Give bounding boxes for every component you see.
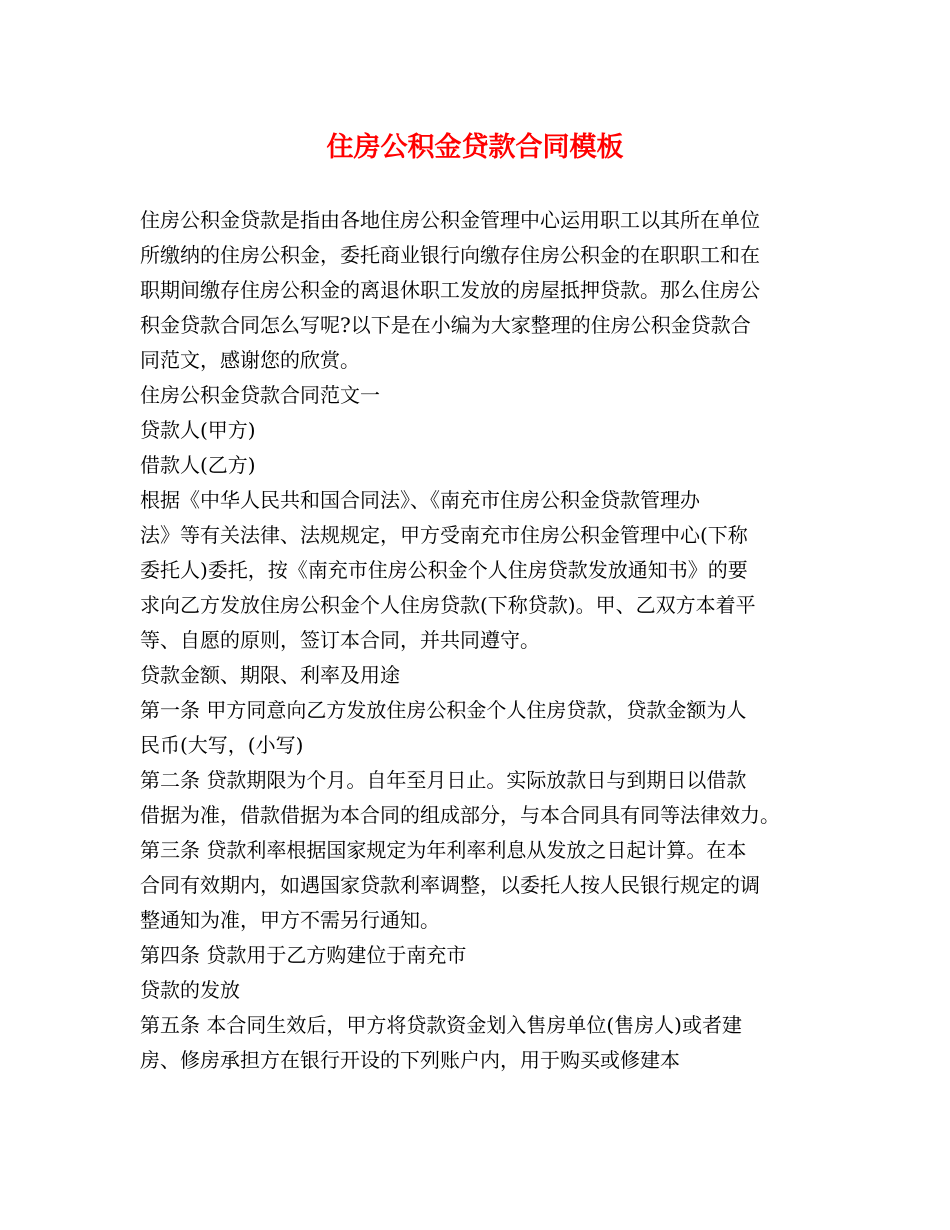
text-line: 根据《中华人民共和国合同法》、《南充市住房公积金贷款管理办 [140,488,700,512]
article-1: 第一条 甲方同意向乙方发放住房公积金个人住房贷款，贷款金额为人 [140,698,747,722]
text-line: 积金贷款合同怎么写呢?以下是在小编为大家整理的住房公积金贷款合 [140,313,751,337]
article-4: 第四条 贷款用于乙方购建位于南充市 [140,943,467,967]
document-title: 住房公积金贷款合同模板 [326,132,624,163]
article-3: 第三条 贷款利率根据国家规定为年利率利息从发放之日起计算。在本 [140,838,747,862]
text-line: 同范文，感谢您的欣赏。 [140,348,360,372]
article-5: 第五条 本合同生效后，甲方将贷款资金划入售房单位(售房人)或者建 [140,1013,742,1037]
text-line: 房、修房承担方在银行开设的下列账户内，用于购买或修建本 [140,1048,680,1072]
document-body [140,203,820,1078]
text-line: 借据为准，借款借据为本合同的组成部分，与本合同具有同等法律效力。 [140,803,780,827]
party-lender: 贷款人(甲方) [140,418,256,442]
section-heading: 贷款的发放 [140,978,240,1002]
text-line: 法》等有关法律、法规规定，甲方受南充市住房公积金管理中心(下称 [140,523,748,547]
text-line: 职期间缴存住房公积金的离退休职工发放的房屋抵押贷款。那么住房公 [140,278,760,302]
text-line: 住房公积金贷款是指由各地住房公积金管理中心运用职工以其所在单位 [140,208,760,232]
party-borrower: 借款人(乙方) [140,453,256,477]
text-line: 合同有效期内，如遇国家贷款利率调整，以委托人按人民银行规定的调 [140,873,760,897]
text-line: 所缴纳的住房公积金，委托商业银行向缴存住房公积金的在职职工和在 [140,243,760,267]
text-line: 民币(大写，(小写) [140,733,304,757]
section-heading: 住房公积金贷款合同范文一 [140,383,380,407]
article-2: 第二条 贷款期限为个月。自年至月日止。实际放款日与到期日以借款 [140,768,747,792]
section-heading: 贷款金额、期限、利率及用途 [140,663,400,687]
text-line: 等、自愿的原则，签订本合同，并共同遵守。 [140,628,540,652]
text-line: 委托人)委托，按《南充市住房公积金个人住房贷款发放通知书》的要 [140,558,748,582]
text-line: 求向乙方发放住房公积金个人住房贷款(下称贷款)。甲、乙双方本着平 [140,593,756,617]
text-line: 整通知为准，甲方不需另行通知。 [140,908,440,932]
